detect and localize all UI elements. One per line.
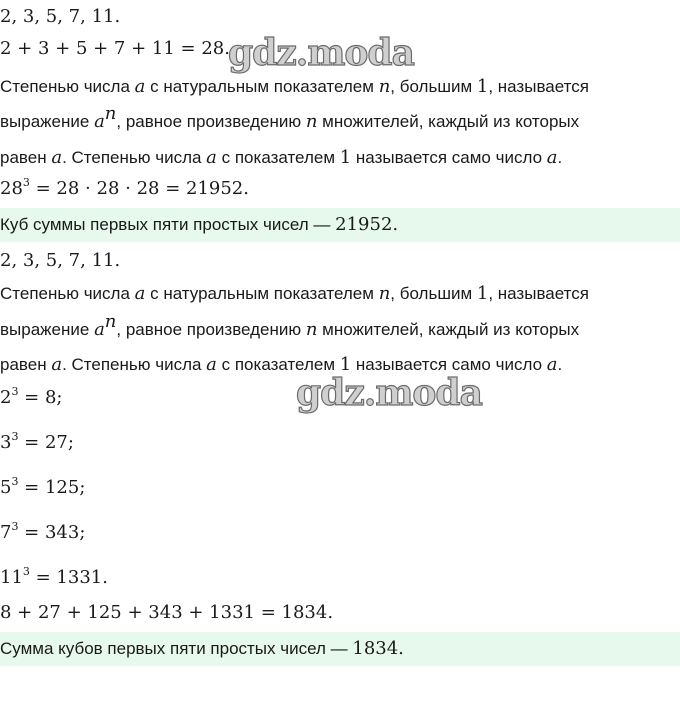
watermark-logo: gdz.moda (228, 32, 414, 74)
definition-line-5: выражение $a^n$, равное произведению n множителей, каждый из которых (0, 311, 580, 340)
answer-2: Сумма кубов первых пяти простых чисел — 1834. (0, 632, 680, 666)
definition-line-4: Степенью числа a с натуральным показателем n, большим 1, называется (0, 283, 589, 304)
cube-line: $2^3 = 8$; (0, 385, 63, 408)
cube-of-sum: $28^3 = 28 \cdot 28 \cdot 28 = 21952$. (0, 176, 249, 199)
cube-line: $3^3 = 27$; (0, 430, 74, 453)
answer-1: Куб суммы первых пяти простых чисел — 21952. (0, 208, 680, 242)
primes-list-2: 2, 3, 5, 7, 11. (0, 250, 121, 271)
watermark-logo: gdz.moda (296, 372, 482, 414)
definition-line-1: Степенью числа a с натуральным показателем n, большим 1, называется (0, 76, 589, 97)
primes-sum: 2 + 3 + 5 + 7 + 11 = 28. (0, 38, 230, 59)
definition-line-3: равен a. Степенью числа a с показателем 1 называется само число a. (0, 147, 563, 168)
cube-line: $11^3 = 1331$. (0, 565, 108, 588)
definition-line-6: равен a. Степенью числа a с показателем 1 называется само число a. (0, 354, 563, 375)
cube-line: $5^3 = 125$; (0, 475, 86, 498)
primes-list-1: 2, 3, 5, 7, 11. (0, 6, 121, 27)
cube-line: $7^3 = 343$; (0, 520, 86, 543)
cubes-total: 8 + 27 + 125 + 343 + 1331 = 1834. (0, 602, 334, 623)
definition-line-2: выражение $a^n$, равное произведению n множителей, каждый из которых (0, 103, 580, 132)
